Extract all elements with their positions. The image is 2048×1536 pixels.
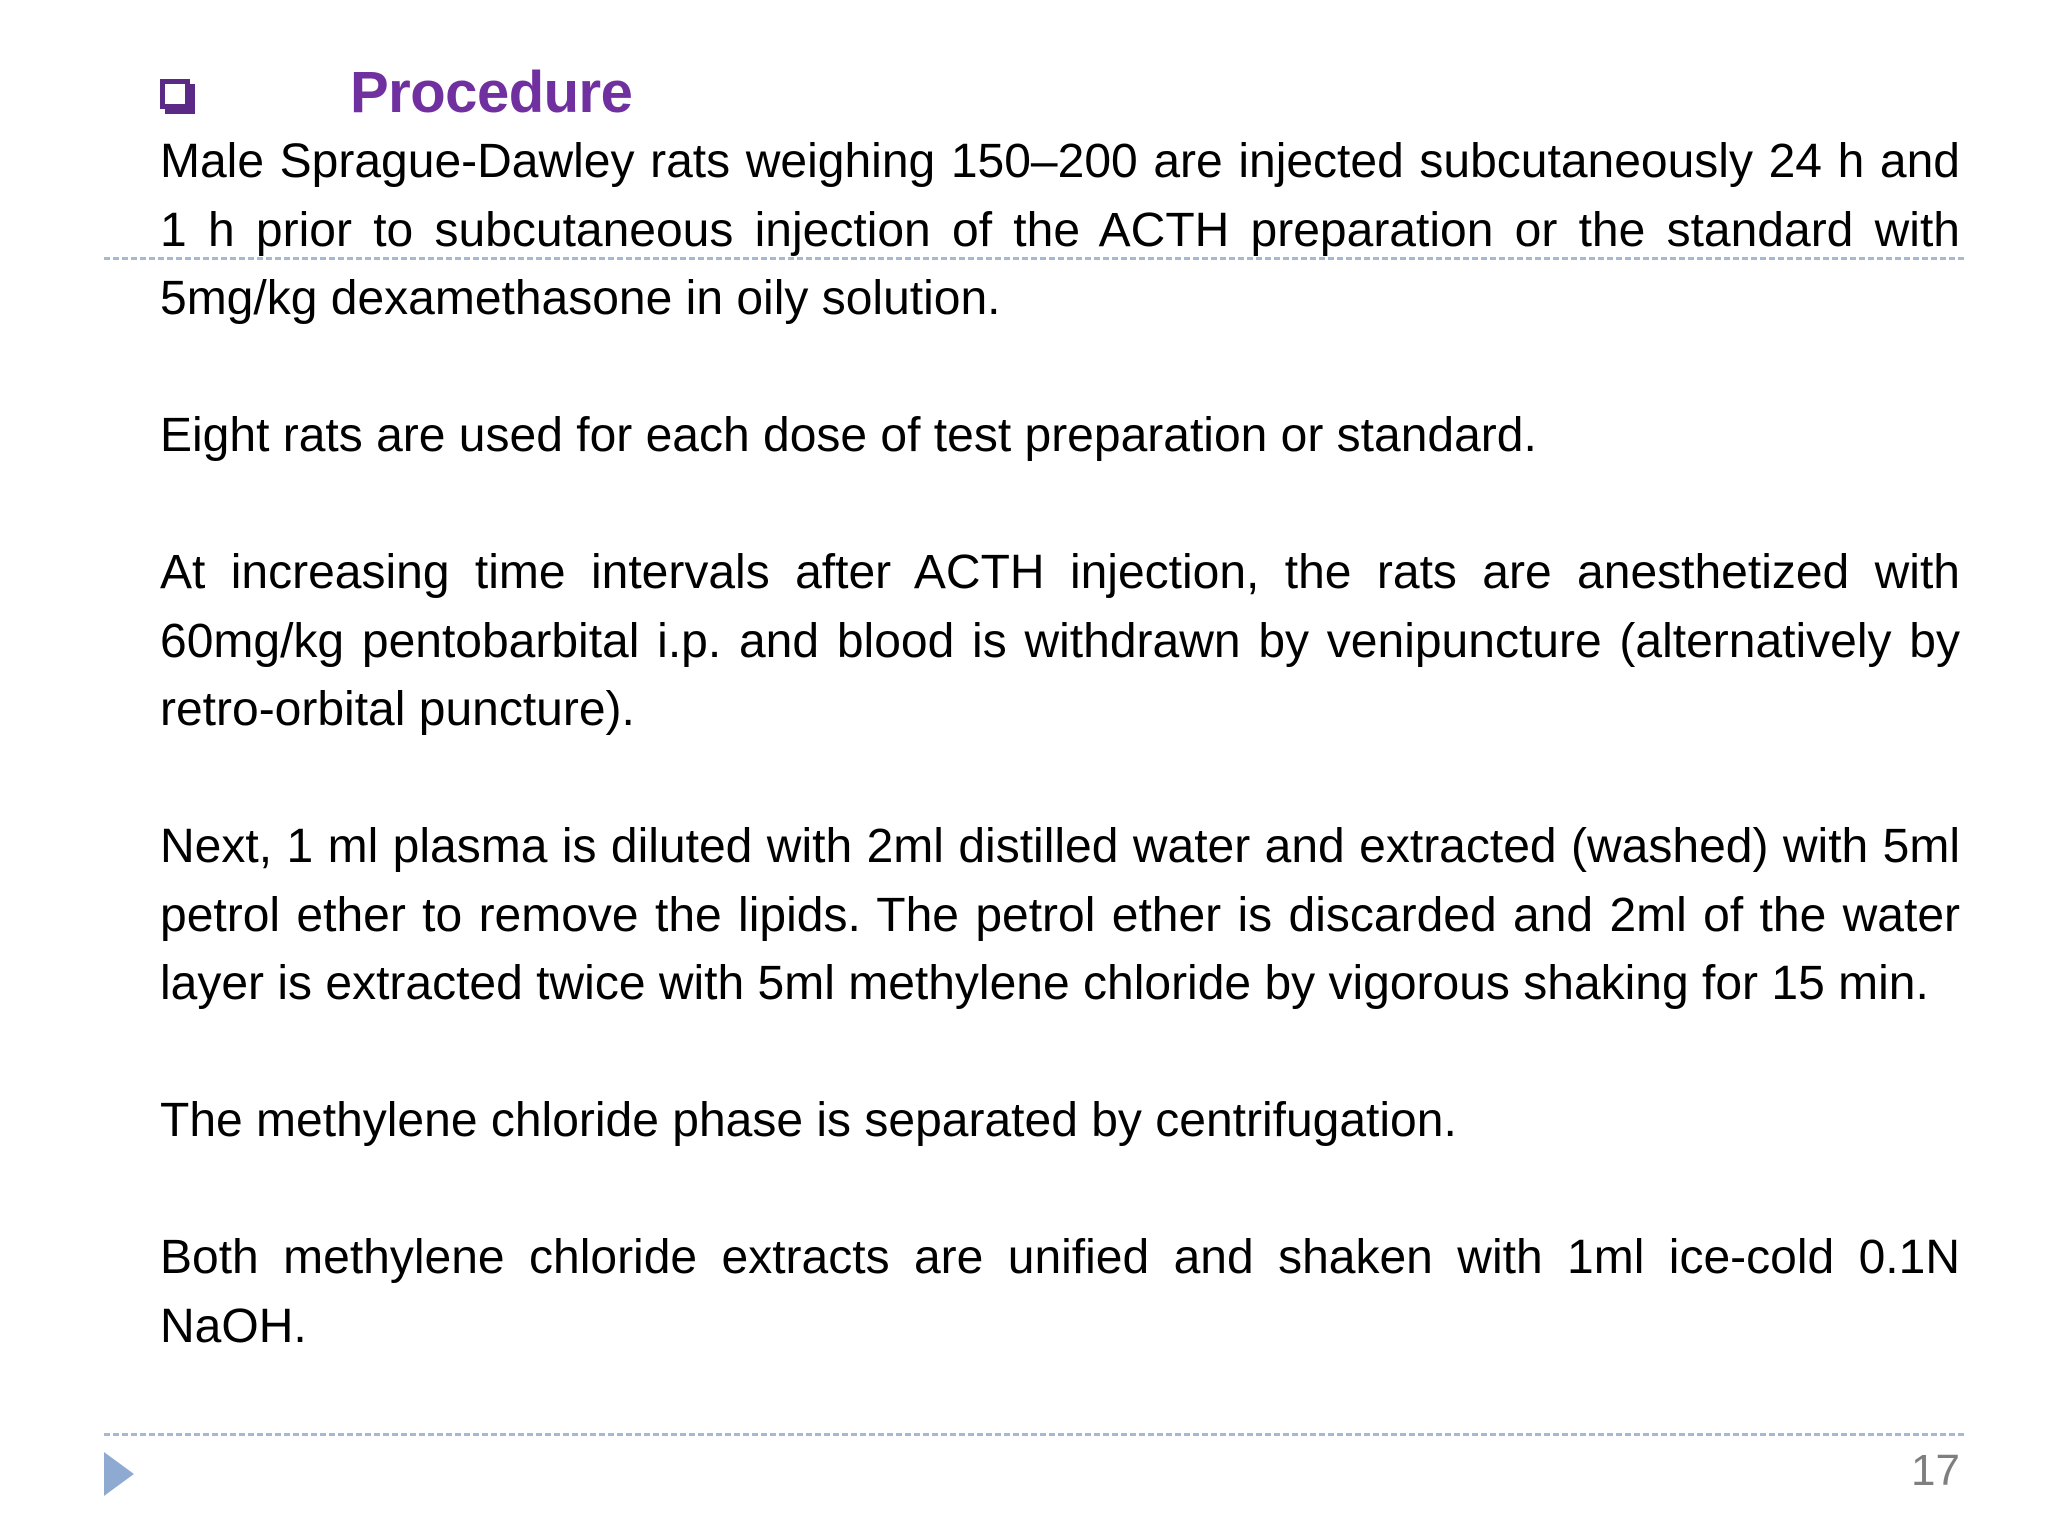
- slide-title: Procedure: [350, 59, 633, 125]
- paragraph-extraction: Next, 1 ml plasma is diluted with 2ml distilled water and extracted (washed) with 5ml petrol ether to remove the lipids. The petrol ether is discarded and 2ml of the water layer is extracted twice with 5ml methylene chloride by vigorous shaking for 15 min.: [160, 820, 1960, 1010]
- paragraph-injection: Male Sprague-Dawley rats weighing 150–200 are injected subcutaneously 24 h and 1 h prior to subcutaneous injection of the ACTH preparation or the standard with 5mg/kg dexamethasone in oily solution.: [160, 135, 1960, 325]
- checkbox-bullet-icon: [160, 79, 190, 109]
- slide-title-row: [160, 52, 632, 132]
- play-arrow-icon: [104, 1452, 134, 1496]
- page-number: 17: [1911, 1446, 1960, 1495]
- paragraph-group-size: Eight rats are used for each dose of test preparation or standard.: [160, 409, 1537, 462]
- paragraph-anesthesia: At increasing time intervals after ACTH injection, the rats are anesthetized with 60mg/kg pentobarbital i.p. and blood is withdrawn by venipuncture (alternatively by retro-orbital puncture).: [160, 546, 1960, 736]
- paragraph-separation: The methylene chloride phase is separated by centrifugation.: [160, 1094, 1457, 1147]
- bottom-divider: [104, 1433, 1964, 1436]
- procedure-body: [160, 128, 1960, 1361]
- paragraph-naoh: Both methylene chloride extracts are unified and shaken with 1ml ice-cold 0.1N NaOH.: [160, 1231, 1960, 1353]
